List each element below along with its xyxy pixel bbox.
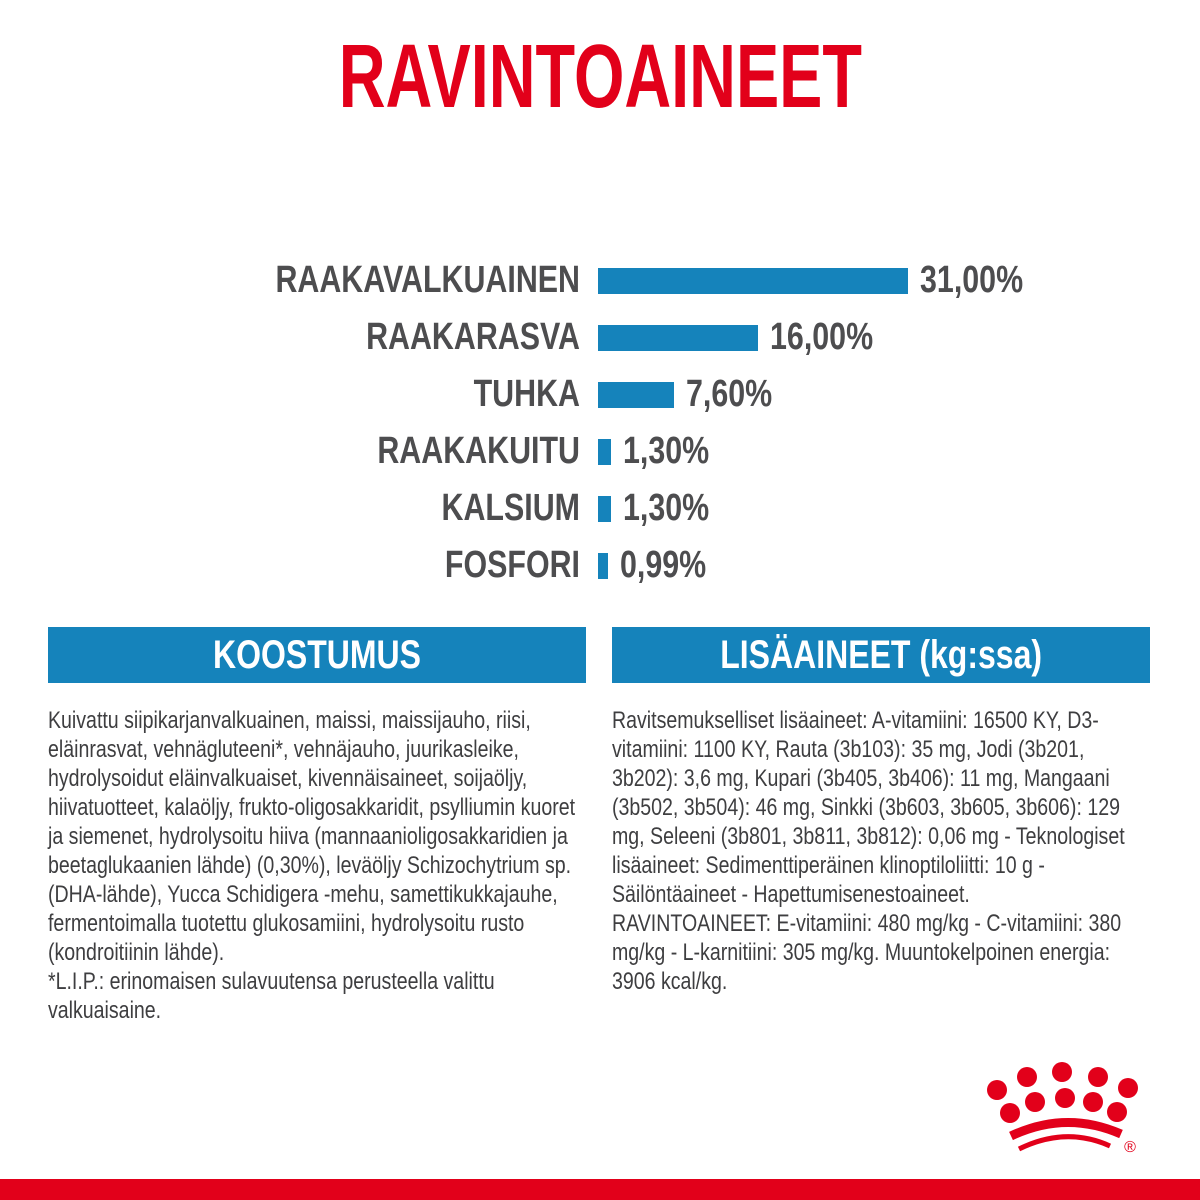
chart-row-value: 31,00% [920, 259, 1024, 301]
chart-bar [598, 268, 908, 294]
chart-bar [598, 553, 608, 579]
additives-nutrients-note: RAVINTOAINEET: E-vitamiini: 480 mg/kg - C-vitamiini: 380 mg/kg - L-karnitiini: 305 mg/kg. Muuntokelpoinen energia: 3906 kcal/kg. [612, 910, 1122, 995]
crown-arc-upper [1011, 1122, 1121, 1136]
chart-row [0, 309, 1200, 366]
chart-bar [598, 439, 611, 465]
crown-gems [987, 1062, 1138, 1123]
crown-gem [1088, 1067, 1108, 1087]
chart-row [0, 537, 1200, 594]
chart-row-value: 1,30% [623, 487, 710, 529]
crown-gem [1118, 1078, 1138, 1098]
chart-row-label: KALSIUM [441, 487, 580, 529]
chart-row-label: RAAKAKUITU [377, 430, 580, 472]
chart-row-value: 1,30% [623, 430, 710, 472]
composition-section [48, 627, 586, 1025]
nutrient-chart [0, 252, 1200, 594]
crown-arc-lower [1019, 1137, 1110, 1149]
chart-row-label: TUHKA [473, 373, 580, 415]
crown-gem [1052, 1062, 1072, 1082]
chart-bar [598, 382, 674, 408]
chart-row-value: 0,99% [620, 544, 707, 586]
chart-row-label: RAAKAVALKUAINEN [275, 259, 580, 301]
crown-gem [1083, 1092, 1103, 1112]
chart-row [0, 252, 1200, 309]
composition-text [48, 706, 586, 1025]
chart-row [0, 480, 1200, 537]
composition-header-text: KOOSTUMUS [213, 632, 421, 677]
crown-gem [1055, 1088, 1075, 1108]
crown-gem [1107, 1102, 1127, 1122]
page-title [0, 27, 1200, 127]
crown-gem [1017, 1067, 1037, 1087]
royal-canin-crown-logo [982, 1056, 1142, 1166]
additives-header-text: LISÄAINEET (kg:ssa) [720, 632, 1042, 677]
composition-lip-note: *L.I.P.: erinomaisen sulavuutensa perusteella valittu valkuaisaine. [48, 968, 495, 1024]
crown-gem [987, 1080, 1007, 1100]
chart-row-label: RAAKARASVA [366, 316, 580, 358]
chart-bar [598, 496, 611, 522]
chart-row-value: 7,60% [686, 373, 773, 415]
chart-row [0, 366, 1200, 423]
composition-paragraph: Kuivattu siipikarjanvalkuainen, maissi, maissijauho, riisi, eläinrasvat, vehnägluteeni*, vehnäjauho, juurikasleike, hydrolysoidut eläinvalkuaiset, kivennäisaineet, soijaöljy, hiivatuotteet, kalaöljy, frukto-oligosakkaridit, psylliumin kuoret ja siemenet, hydrolysoitu hiiva (mannaanioligosakkaridien ja beetaglukaanien lähde) (0,30%), leväöljy Schizochytrium sp. (DHA-lähde), Yucca Schidigera -mehu, samettikukkajauhe, fermentoimalla tuotettu glukosamiini, hydrolysoitu rusto (kondroitiinin lähde). [48, 707, 576, 966]
composition-header [48, 627, 586, 683]
chart-row-value: 16,00% [770, 316, 874, 358]
additives-header [612, 627, 1150, 683]
chart-row [0, 423, 1200, 480]
registered-trademark-icon: ® [1124, 1139, 1136, 1156]
additives-paragraph: Ravitsemukselliset lisäaineet: A-vitamiini: 16500 KY, D3-vitamiini: 1100 KY, Rauta (3b103): 35 mg, Jodi (3b201, 3b202): 3,6 mg, Kupari (3b405, 3b406): 11 mg, Mangaani (3b502, 3b504): 46 mg, Sinkki (3b603, 3b605, 3b606): 129 mg, Seleeni (3b801, 3b811, 3b812): 0,06 mg - Teknologiset lisäaineet: Sedimenttiperäinen klinoptiloliitti: 10 g - Säilöntäaineet - Hapettumisenestoaineet. [612, 707, 1125, 908]
additives-text [612, 706, 1150, 996]
chart-row-label: FOSFORI [444, 544, 580, 586]
page-title-text: RAVINTOAINEET [338, 27, 862, 127]
bottom-red-band [0, 1179, 1200, 1200]
crown-gem [1000, 1103, 1020, 1123]
additives-section [612, 627, 1150, 996]
chart-bar [598, 325, 758, 351]
crown-gem [1025, 1092, 1045, 1112]
